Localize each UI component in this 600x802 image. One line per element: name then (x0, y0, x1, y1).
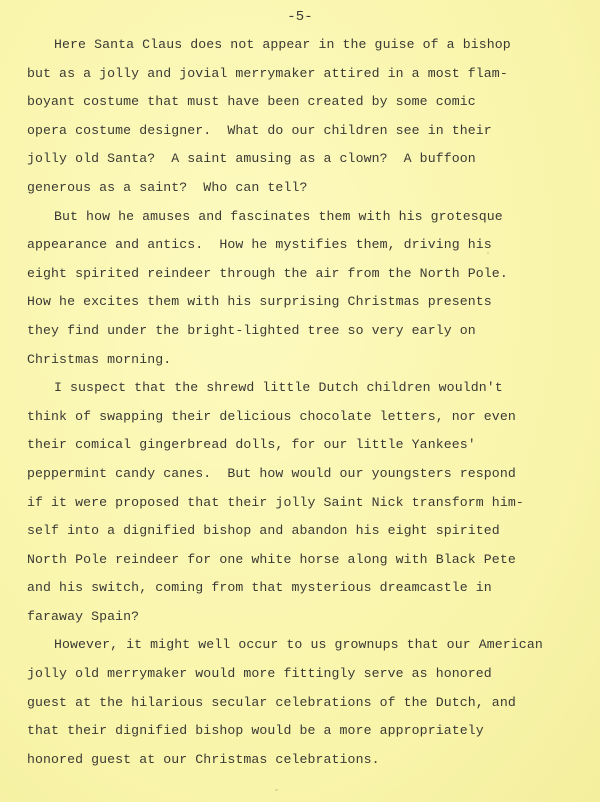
text-line: but as a jolly and jovial merrymaker attired in a most flam- (27, 65, 508, 81)
text-line: they find under the bright-lighted tree so very early on (27, 322, 476, 338)
text-line: appearance and antics. How he mystifies them, driving his (27, 237, 492, 253)
text-line: Christmas morning. (27, 351, 172, 367)
text-line: opera costume designer. What do our children see in their (27, 122, 492, 138)
text-line: honored guest at our Christmas celebrations. (27, 751, 380, 767)
text-line: jolly old Santa? A saint amusing as a clown? A buffoon (27, 151, 476, 167)
text-line: boyant costume that must have been created by some comic (27, 94, 476, 110)
text-line: guest at the hilarious secular celebrations of the Dutch, and (27, 694, 516, 710)
text-line: eight spirited reindeer through the air from the North Pole. (27, 265, 508, 281)
text-line: self into a dignified bishop and abandon his eight spirited (27, 523, 500, 539)
text-line: faraway Spain? (27, 608, 140, 624)
text-line: generous as a saint? Who can tell? (27, 179, 308, 195)
text-line: think of swapping their delicious chocolate letters, nor even (27, 408, 516, 424)
text-line: jolly old merrymaker would more fittingly serve as honored (27, 666, 492, 682)
text-line: I suspect that the shrewd little Dutch children wouldn't (54, 380, 503, 396)
text-line: How he excites them with his surprising Christmas presents (27, 294, 492, 310)
text-line: peppermint candy canes. But how would our youngsters respond (27, 465, 516, 481)
text-line: their comical gingerbread dolls, for our little Yankees' (27, 437, 476, 453)
text-line: and his switch, coming from that mysterious dreamcastle in (27, 580, 492, 596)
body-text (27, 31, 597, 774)
text-line: that their dignified bishop would be a more appropriately (27, 723, 484, 739)
text-line: if it were proposed that their jolly Saint Nick transform him- (27, 494, 524, 510)
text-line: However, it might well occur to us grownups that our American (54, 637, 543, 653)
text-line: North Pole reindeer for one white horse along with Black Pete (27, 551, 516, 567)
paper-speck (275, 789, 278, 791)
text-line: Here Santa Claus does not appear in the guise of a bishop (54, 37, 511, 52)
paper-speck (487, 252, 489, 254)
text-line: But how he amuses and fascinates them with his grotesque (54, 208, 503, 224)
page-number: -5- (287, 9, 313, 25)
